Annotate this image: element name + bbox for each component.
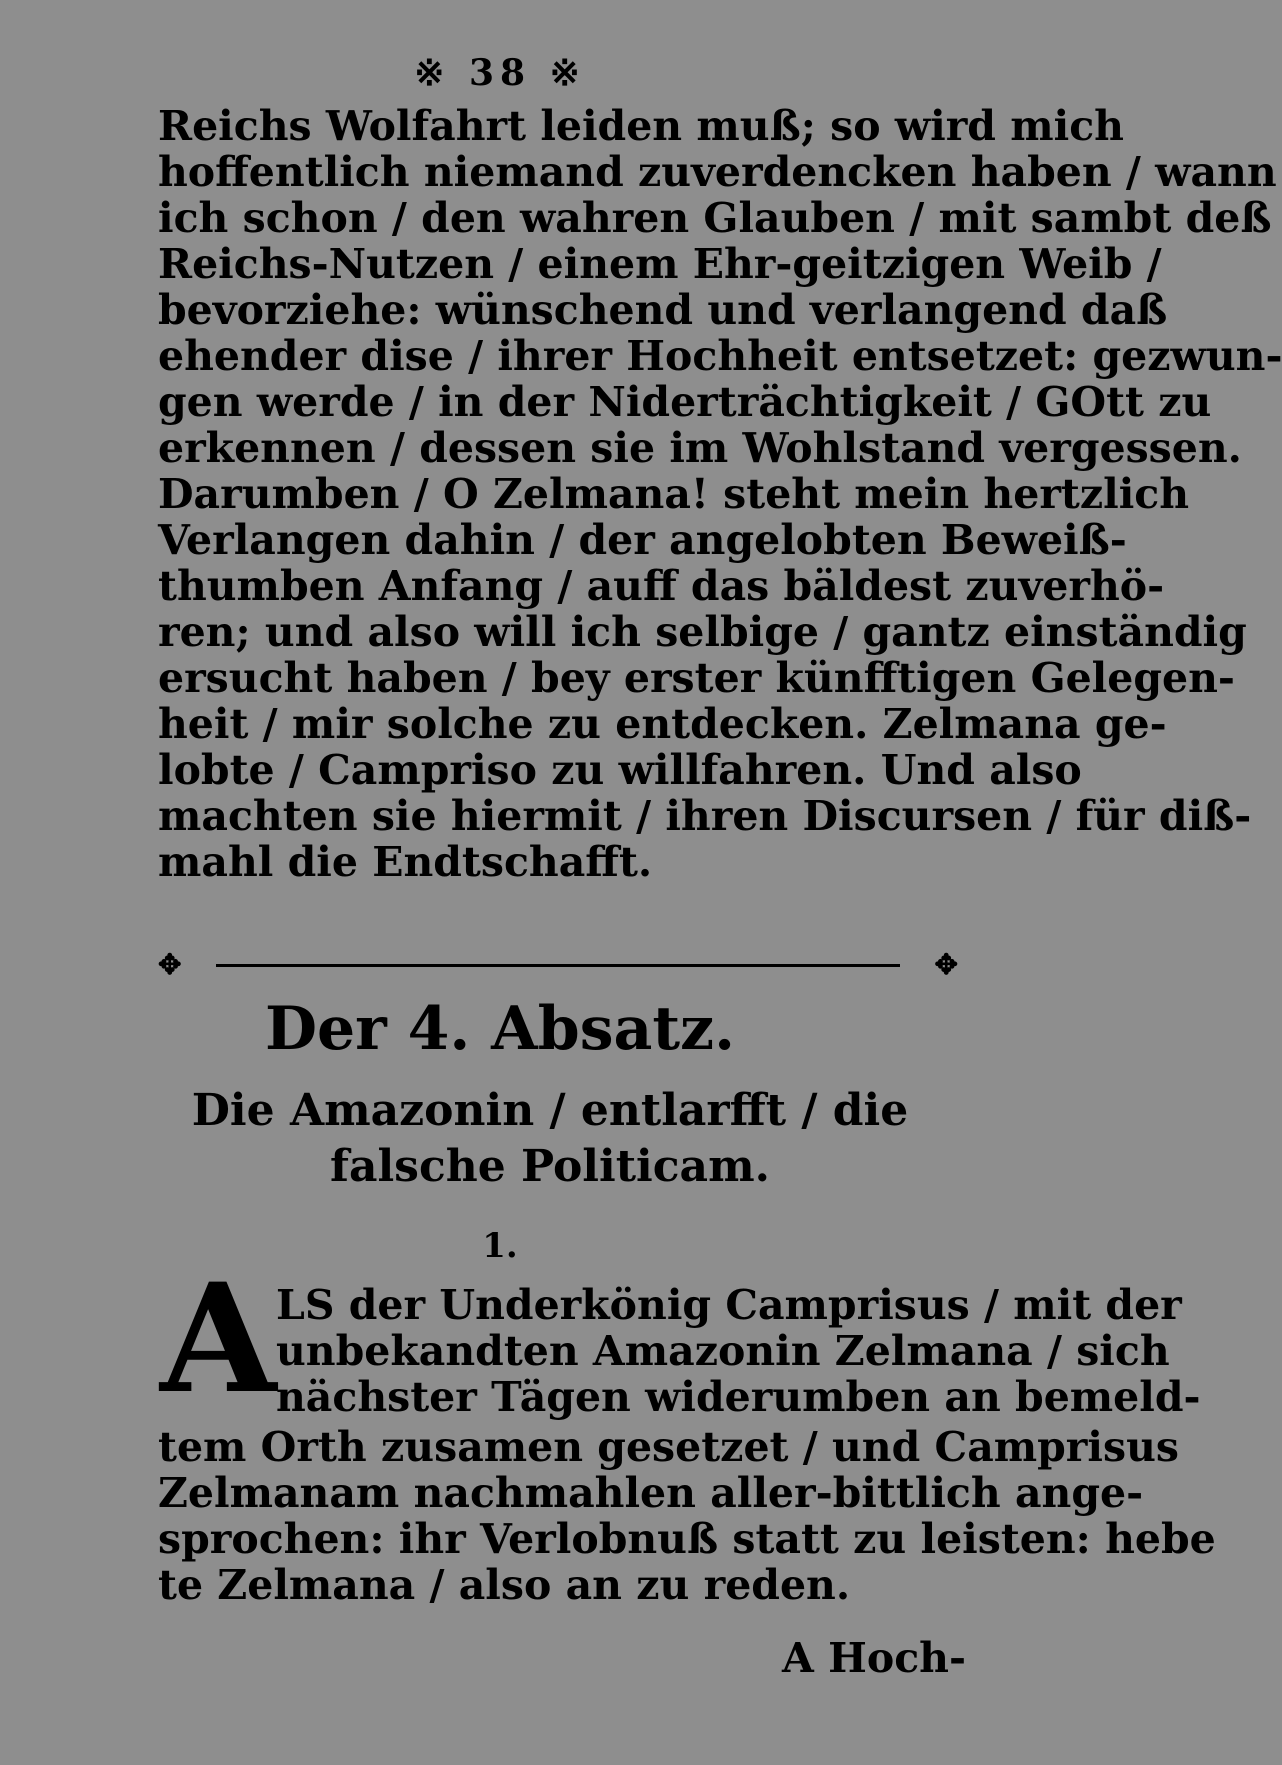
text-line: lobte / Campriso zu willfahren. Und also <box>158 746 1082 794</box>
text-block-2-indented <box>276 1281 1201 1421</box>
catchword: A Hoch- <box>782 1634 966 1682</box>
text-block-1 <box>158 102 1282 886</box>
text-line: bevorziehe: wünschend und verlangend daß <box>158 286 1168 334</box>
text-line: thumben Anfang / auff das bäldest zuverhö- <box>158 562 1165 610</box>
text-line: ren; und also will ich selbige / gantz einständig <box>158 608 1247 656</box>
ornament-left-icon: ✥ <box>158 948 182 981</box>
text-line: ich schon / den wahren Glauben / mit sambt deß <box>158 194 1272 242</box>
text-line: mahl die Endtschafft. <box>158 838 653 886</box>
text-line: heit / mir solche zu entdecken. Zelmana ge- <box>158 700 1167 748</box>
text-line: Zelmanam nachmahlen aller-bittlich ange- <box>158 1469 1144 1517</box>
text-line: gen werde / in der Niderträchtigkeit / GOtt zu <box>158 378 1212 426</box>
text-line: Reichs-Nutzen / einem Ehr-geitzigen Weib / <box>158 240 1162 288</box>
text-line: ehender dise / ihrer Hochheit entsetzet: gezwun- <box>158 332 1282 380</box>
text-line: unbekandten Amazonin Zelmana / sich <box>276 1327 1170 1375</box>
text-line: ersucht haben / bey erster künfftigen Gelegen- <box>158 654 1235 702</box>
ornamental-divider <box>158 950 958 980</box>
text-line: Darumben / O Zelmana! steht mein hertzlich <box>158 470 1190 518</box>
section-subtitle: Die Amazonin / entlarfft / die falsche Politicam. <box>191 1085 909 1192</box>
page-number-marker: ※ 38 ※ <box>414 52 586 94</box>
text-line: erkennen / dessen sie im Wohlstand vergessen. <box>158 424 1242 472</box>
ornament-right-icon: ✥ <box>934 948 958 981</box>
section-title: Der 4. Absatz. <box>264 994 736 1064</box>
text-line: tem Orth zusamen gesetzet / und Camprisus <box>158 1423 1179 1471</box>
text-block-2-full <box>158 1423 1216 1609</box>
text-line: hoffentlich niemand zuverdencken haben / wann <box>158 148 1277 196</box>
drop-cap: A <box>160 1251 277 1427</box>
text-line: Verlangen dahin / der angelobten Beweiß- <box>158 516 1127 564</box>
paragraph-number: 1. <box>482 1226 518 1266</box>
text-line: LS der Underkönig Camprisus / mit der <box>276 1281 1182 1329</box>
text-line: nächster Tägen widerumben an bemeld- <box>276 1373 1201 1421</box>
text-line: te Zelmana / also an zu reden. <box>158 1561 851 1609</box>
divider-rule <box>216 964 900 967</box>
page-header <box>0 52 1000 94</box>
text-line: sprochen: ihr Verlobnuß statt zu leisten: hebe <box>158 1515 1216 1563</box>
text-line: machten sie hiermit / ihren Discursen / für diß- <box>158 792 1252 840</box>
text-line: Reichs Wolfahrt leiden muß; so wird mich <box>158 102 1124 150</box>
